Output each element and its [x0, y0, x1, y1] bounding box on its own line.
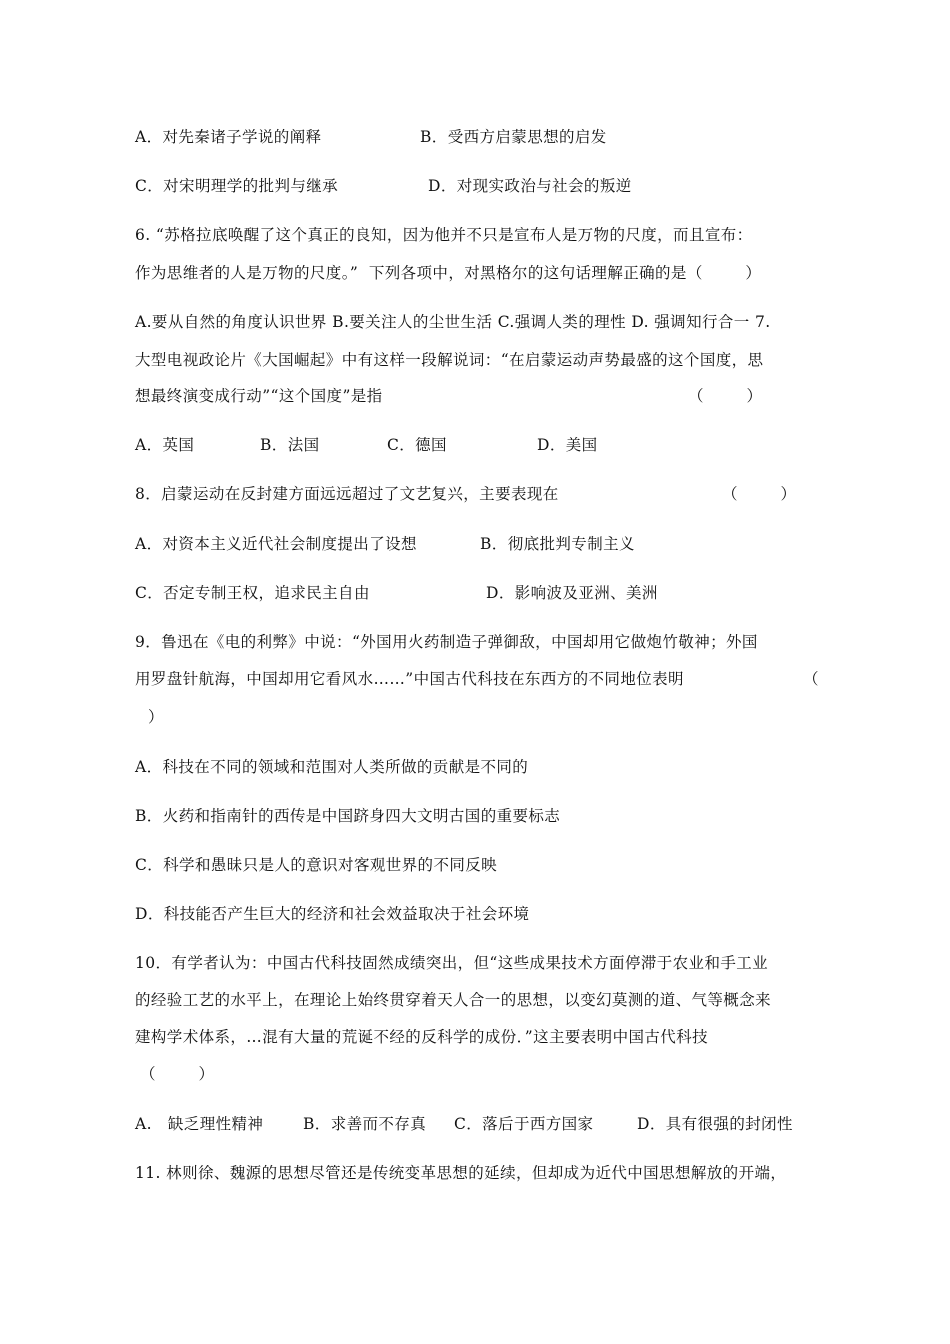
q10-stem-line2: 的经验工艺的水平上，在理论上始终贯穿着天人合一的思想，以变幻莫测的道、气等概念来	[135, 991, 772, 1009]
q10-answer-paren: （ ）	[140, 1065, 215, 1083]
q10-stem-line1: 10．有学者认为：中国古代科技固然成绩突出，但“这些成果技术方面停滞于农业和手工业	[135, 954, 769, 972]
q11-stem-line1: 11. 林则徐、魏源的思想尽管还是传统变革思想的延续，但却成为近代中国思想解放的开端，	[135, 1164, 787, 1182]
q9-stem-line1: 9．鲁迅在《电的利弊》中说：“外国用火药制造子弹御敌，中国却用它做炮竹敬神；外国	[135, 633, 758, 651]
q9-paren-open: （	[803, 670, 819, 688]
q6-stem-line1: 6. “苏格拉底唤醒了这个真正的良知，因为他并不只是宣布人是万物的尺度，而且宣布：	[135, 226, 753, 244]
q7-option-a: A．英国	[135, 436, 195, 454]
q7-stem-line2: 想最终演变成行动”“这个国度”是指	[135, 387, 383, 405]
q10-option-d: D．具有很强的封闭性	[637, 1115, 793, 1133]
q5-option-a: A．对先秦诸子学说的阐释	[135, 128, 322, 146]
q9-option-a: A．科技在不同的领域和范围对人类所做的贡献是不同的	[135, 758, 529, 776]
q7-option-c: C．德国	[387, 436, 447, 454]
q7-option-b: B．法国	[260, 436, 320, 454]
q9-paren-close: ）	[148, 708, 164, 726]
q8-answer-paren: （ ）	[722, 485, 797, 503]
q10-option-b: B．求善而不存真	[303, 1115, 427, 1133]
q8-option-c: C．否定专制王权，追求民主自由	[135, 584, 370, 602]
q10-option-a: A. 缺乏理性精神	[135, 1115, 264, 1133]
q5-option-c: C．对宋明理学的批判与继承	[135, 177, 339, 195]
q9-option-d: D．科技能否产生巨大的经济和社会效益取决于社会环境	[135, 905, 530, 923]
q5-option-d: D．对现实政治与社会的叛逆	[428, 177, 632, 195]
q9-option-c: C．科学和愚昧只是人的意识对客观世界的不同反映	[135, 856, 498, 874]
q8-option-b: B．彻底批判专制主义	[480, 535, 635, 553]
q6-options: A.要从自然的角度认识世界 B.要关注人的尘世生活 C.强调人类的理性 D. 强调知行合一 7.	[135, 313, 771, 331]
q8-stem: 8．启蒙运动在反封建方面远远超过了文艺复兴，主要表现在	[135, 485, 559, 503]
q5-option-b: B．受西方启蒙思想的启发	[420, 128, 607, 146]
q8-option-d: D．影响波及亚洲、美洲	[486, 584, 658, 602]
q7-answer-paren: （ ）	[688, 387, 763, 405]
q7-option-d: D．美国	[537, 436, 598, 454]
q6-stem-line2: 作为思维者的人是万物的尺度。” 下列各项中，对黑格尔的这句话理解正确的是（ ）	[135, 264, 762, 282]
q8-option-a: A．对资本主义近代社会制度提出了设想	[135, 535, 417, 553]
q9-option-b: B．火药和指南针的西传是中国跻身四大文明古国的重要标志	[135, 807, 561, 825]
q10-option-c: C．落后于西方国家	[454, 1115, 594, 1133]
q7-stem-line1: 大型电视政论片《大国崛起》中有这样一段解说词：“在启蒙运动声势最盛的这个国度，思	[135, 351, 764, 369]
q9-stem-line2: 用罗盘针航海，中国却用它看风水……”中国古代科技在东西方的不同地位表明	[135, 670, 684, 688]
q10-stem-line3: 建构学术体系，…混有大量的荒诞不经的反科学的成份．”这主要表明中国古代科技	[135, 1028, 708, 1046]
